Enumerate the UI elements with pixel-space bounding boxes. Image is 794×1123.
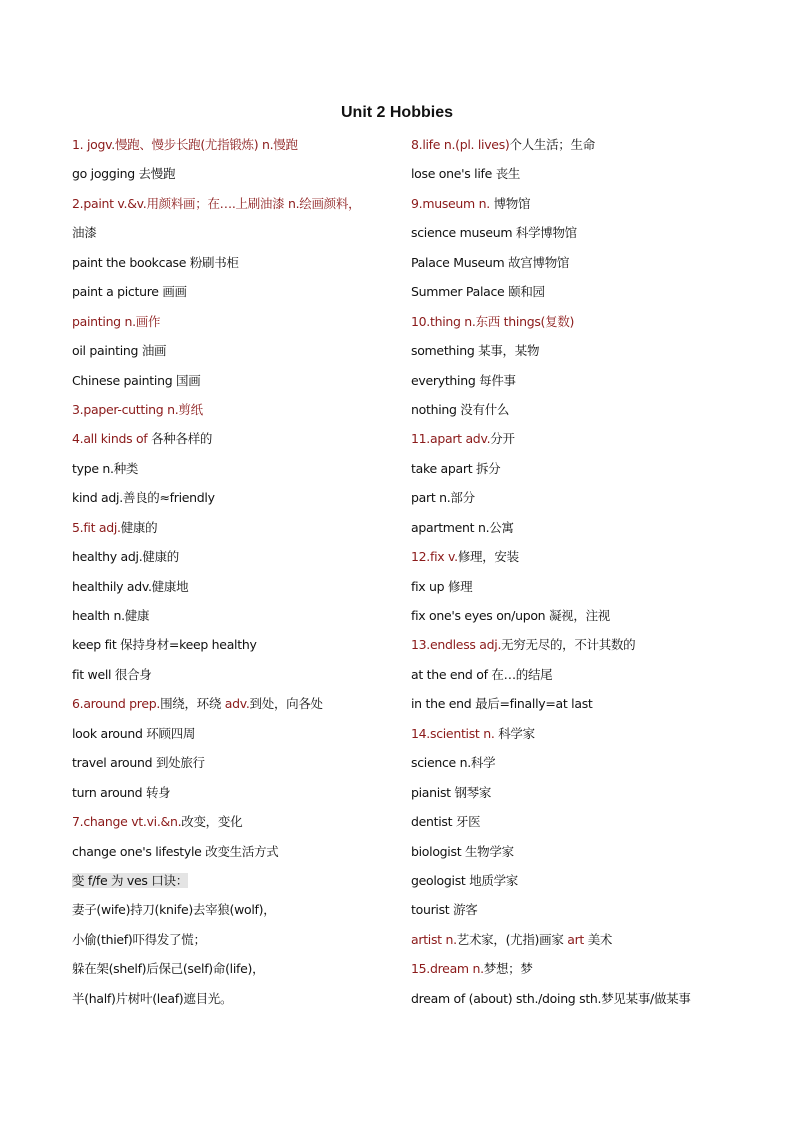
vocab-line (72, 399, 400, 428)
right-column (411, 134, 741, 1017)
vocab-line (411, 546, 741, 575)
vocab-text: 分开 (490, 431, 515, 447)
vocab-text: 妻子(wife)持刀(knife)去宰狼(wolf)， (72, 902, 276, 918)
vocab-line (411, 723, 741, 752)
vocab-headword: 12.fix v. (411, 549, 458, 565)
vocab-line (411, 340, 741, 369)
vocab-text: Summer Palace 颐和园 (411, 284, 545, 300)
vocab-line (411, 752, 741, 781)
vocab-text: 无穷无尽的，不计其数的 (501, 637, 636, 653)
vocab-headword: adv. (224, 696, 250, 712)
vocab-line (411, 252, 741, 281)
vocab-line (72, 811, 400, 840)
vocab-line (72, 752, 400, 781)
vocab-text: apartment n.公寓 (411, 519, 514, 535)
page-title: Unit 2 Hobbies (340, 104, 453, 121)
vocab-text: oil painting 油画 (72, 343, 167, 359)
vocab-line (72, 664, 400, 693)
vocab-line (411, 517, 741, 546)
vocab-line (411, 870, 741, 899)
vocab-text: 修理，安装 (457, 549, 519, 565)
vocab-text: Palace Museum 故宫博物馆 (411, 254, 570, 270)
vocab-headword: 10.thing n.东西 things(复数) (411, 313, 575, 329)
vocab-text: something 某事，某物 (411, 343, 540, 359)
vocab-line (72, 163, 400, 192)
vocab-line (72, 576, 400, 605)
vocab-text: biologist 生物学家 (411, 843, 514, 859)
vocab-text: nothing 没有什么 (411, 401, 510, 417)
vocab-line (411, 929, 741, 958)
vocab-text: travel around 到处旅行 (72, 755, 205, 771)
vocab-headword: 11.apart adv. (411, 431, 491, 447)
vocab-line (411, 634, 741, 663)
vocab-line (411, 428, 741, 457)
vocab-text: look around 环顾四周 (72, 725, 196, 741)
vocab-line (72, 252, 400, 281)
vocab-line (72, 428, 400, 457)
vocab-headword: 14.scientist n. (411, 725, 499, 741)
vocab-text: 到处，向各处 (249, 696, 323, 712)
vocab-line (72, 723, 400, 752)
vocab-text: 改变，变化 (181, 814, 243, 830)
vocab-line (411, 605, 741, 634)
vocab-line (411, 487, 741, 516)
vocab-text: 小偷(thief)吓得发了慌； (72, 931, 206, 947)
vocab-line (72, 988, 400, 1017)
vocab-headword: 15.dream n. (411, 961, 484, 977)
vocab-line (411, 222, 741, 251)
vocab-headword: art (567, 931, 588, 947)
vocab-line (72, 517, 400, 546)
vocab-text: pianist 钢琴家 (411, 784, 492, 800)
vocab-line (72, 340, 400, 369)
vocab-line (72, 281, 400, 310)
vocab-text: 各种各样的 (151, 431, 213, 447)
vocab-text: health n.健康 (72, 608, 150, 623)
vocab-text: everything 每件事 (411, 372, 516, 388)
vocab-text: healthily adv.健康地 (72, 578, 189, 594)
vocab-line (72, 487, 400, 516)
vocab-line (411, 134, 741, 163)
vocab-line (411, 782, 741, 811)
vocab-line (411, 576, 741, 605)
vocab-line (72, 782, 400, 811)
vocab-text: 科学家 (498, 725, 535, 741)
vocab-line (72, 458, 400, 487)
vocab-headword: artist n. (411, 931, 457, 947)
vocab-headword: 9.museum n. (411, 195, 494, 211)
vocab-text: science n.科学 (411, 755, 496, 771)
vocab-text: 油漆 (72, 225, 97, 241)
vocab-text: fit well 很合身 (72, 666, 152, 682)
vocab-line (411, 311, 741, 340)
vocab-text: 围绕，环绕 (160, 696, 225, 712)
vocab-text: turn around 转身 (72, 784, 171, 800)
vocab-text: dentist 牙医 (411, 814, 481, 830)
vocab-line (411, 988, 741, 1017)
vocab-text: take apart 拆分 (411, 460, 501, 476)
vocab-text: dream of (about) sth./doing sth.梦见某事/做某事 (411, 990, 691, 1006)
vocab-line (72, 634, 400, 663)
vocab-line (72, 370, 400, 399)
vocab-headword: 2.paint v.&v.用颜料画；在….上刷油漆 n.绘画颜料， (72, 195, 361, 211)
vocab-line (411, 458, 741, 487)
vocab-text: science museum 科学博物馆 (411, 225, 577, 241)
vocab-text: part n.部分 (411, 490, 475, 506)
vocab-text: fix one's eyes on/upon 凝视，注视 (411, 608, 610, 623)
vocab-text: 艺术家，(尤指)画家 (456, 931, 568, 947)
vocab-line (72, 222, 400, 251)
vocab-line (411, 399, 741, 428)
vocab-text: 美术 (587, 931, 613, 947)
vocab-text: Chinese painting 国画 (72, 372, 201, 388)
vocab-line (72, 605, 400, 634)
vocab-headword: 3.paper-cutting n.剪纸 (72, 401, 203, 417)
vocab-line (72, 958, 400, 987)
vocab-text: in the end 最后=finally=at last (411, 696, 593, 712)
vocab-text: geologist 地质学家 (411, 872, 518, 888)
vocab-text: keep fit 保持身材=keep healthy (72, 637, 257, 653)
vocab-text: go jogging 去慢跑 (72, 166, 176, 182)
vocab-line (411, 958, 741, 987)
vocab-text: 躲在架(shelf)后保己(self)命(life)， (72, 961, 265, 977)
vocab-headword: 8.life n.(pl. lives) (411, 137, 510, 152)
vocab-headword: painting n.画作 (72, 313, 161, 329)
vocab-line (411, 841, 741, 870)
vocab-line (411, 281, 741, 310)
vocab-line (72, 546, 400, 575)
vocab-headword: 13.endless adj. (411, 637, 502, 653)
vocab-text: fix up 修理 (411, 578, 473, 594)
vocab-line (411, 664, 741, 693)
vocab-line (72, 311, 400, 340)
vocab-headword: 1. jogv.慢跑、慢步长跑(尤指锻炼) n.慢跑 (72, 137, 298, 152)
left-column (72, 134, 400, 1017)
vocab-line (411, 193, 741, 222)
vocab-line (411, 899, 741, 928)
vocab-line (411, 811, 741, 840)
vocab-headword: 5.fit adj. (72, 519, 121, 535)
vocab-text: 半(half)片树叶(leaf)遮目光。 (72, 990, 233, 1006)
vocab-line (411, 370, 741, 399)
vocab-line (72, 193, 400, 222)
vocab-line (72, 870, 400, 899)
vocab-text: 变 f/fe 为 ves 口诀： (72, 872, 188, 888)
vocab-line (72, 841, 400, 870)
vocab-text: change one's lifestyle 改变生活方式 (72, 843, 279, 859)
vocab-line (72, 929, 400, 958)
vocab-line (72, 899, 400, 928)
vocab-headword: 4.all kinds of (72, 431, 152, 447)
vocab-line (411, 163, 741, 192)
vocab-text: kind adj.善良的≈friendly (72, 490, 215, 506)
vocab-line (72, 134, 400, 163)
vocab-headword: 6.around prep. (72, 696, 161, 712)
vocab-line (72, 693, 400, 722)
vocab-text: 博物馆 (493, 195, 531, 211)
vocab-text: lose one's life 丧生 (411, 166, 521, 182)
vocab-text: 健康的 (120, 519, 158, 535)
vocab-text: 梦想；梦 (483, 961, 533, 977)
vocab-text: 个人生活；生命 (509, 137, 595, 152)
vocab-text: tourist 游客 (411, 902, 478, 918)
vocab-text: paint the bookcase 粉刷书柜 (72, 254, 239, 270)
vocab-text: at the end of 在…的结尾 (411, 666, 553, 682)
vocab-text: type n.种类 (72, 460, 139, 476)
vocab-headword: 7.change vt.vi.&n. (72, 814, 182, 830)
vocab-text: healthy adj.健康的 (72, 549, 179, 565)
vocab-line (411, 693, 741, 722)
vocab-text: paint a picture 画画 (72, 284, 187, 300)
